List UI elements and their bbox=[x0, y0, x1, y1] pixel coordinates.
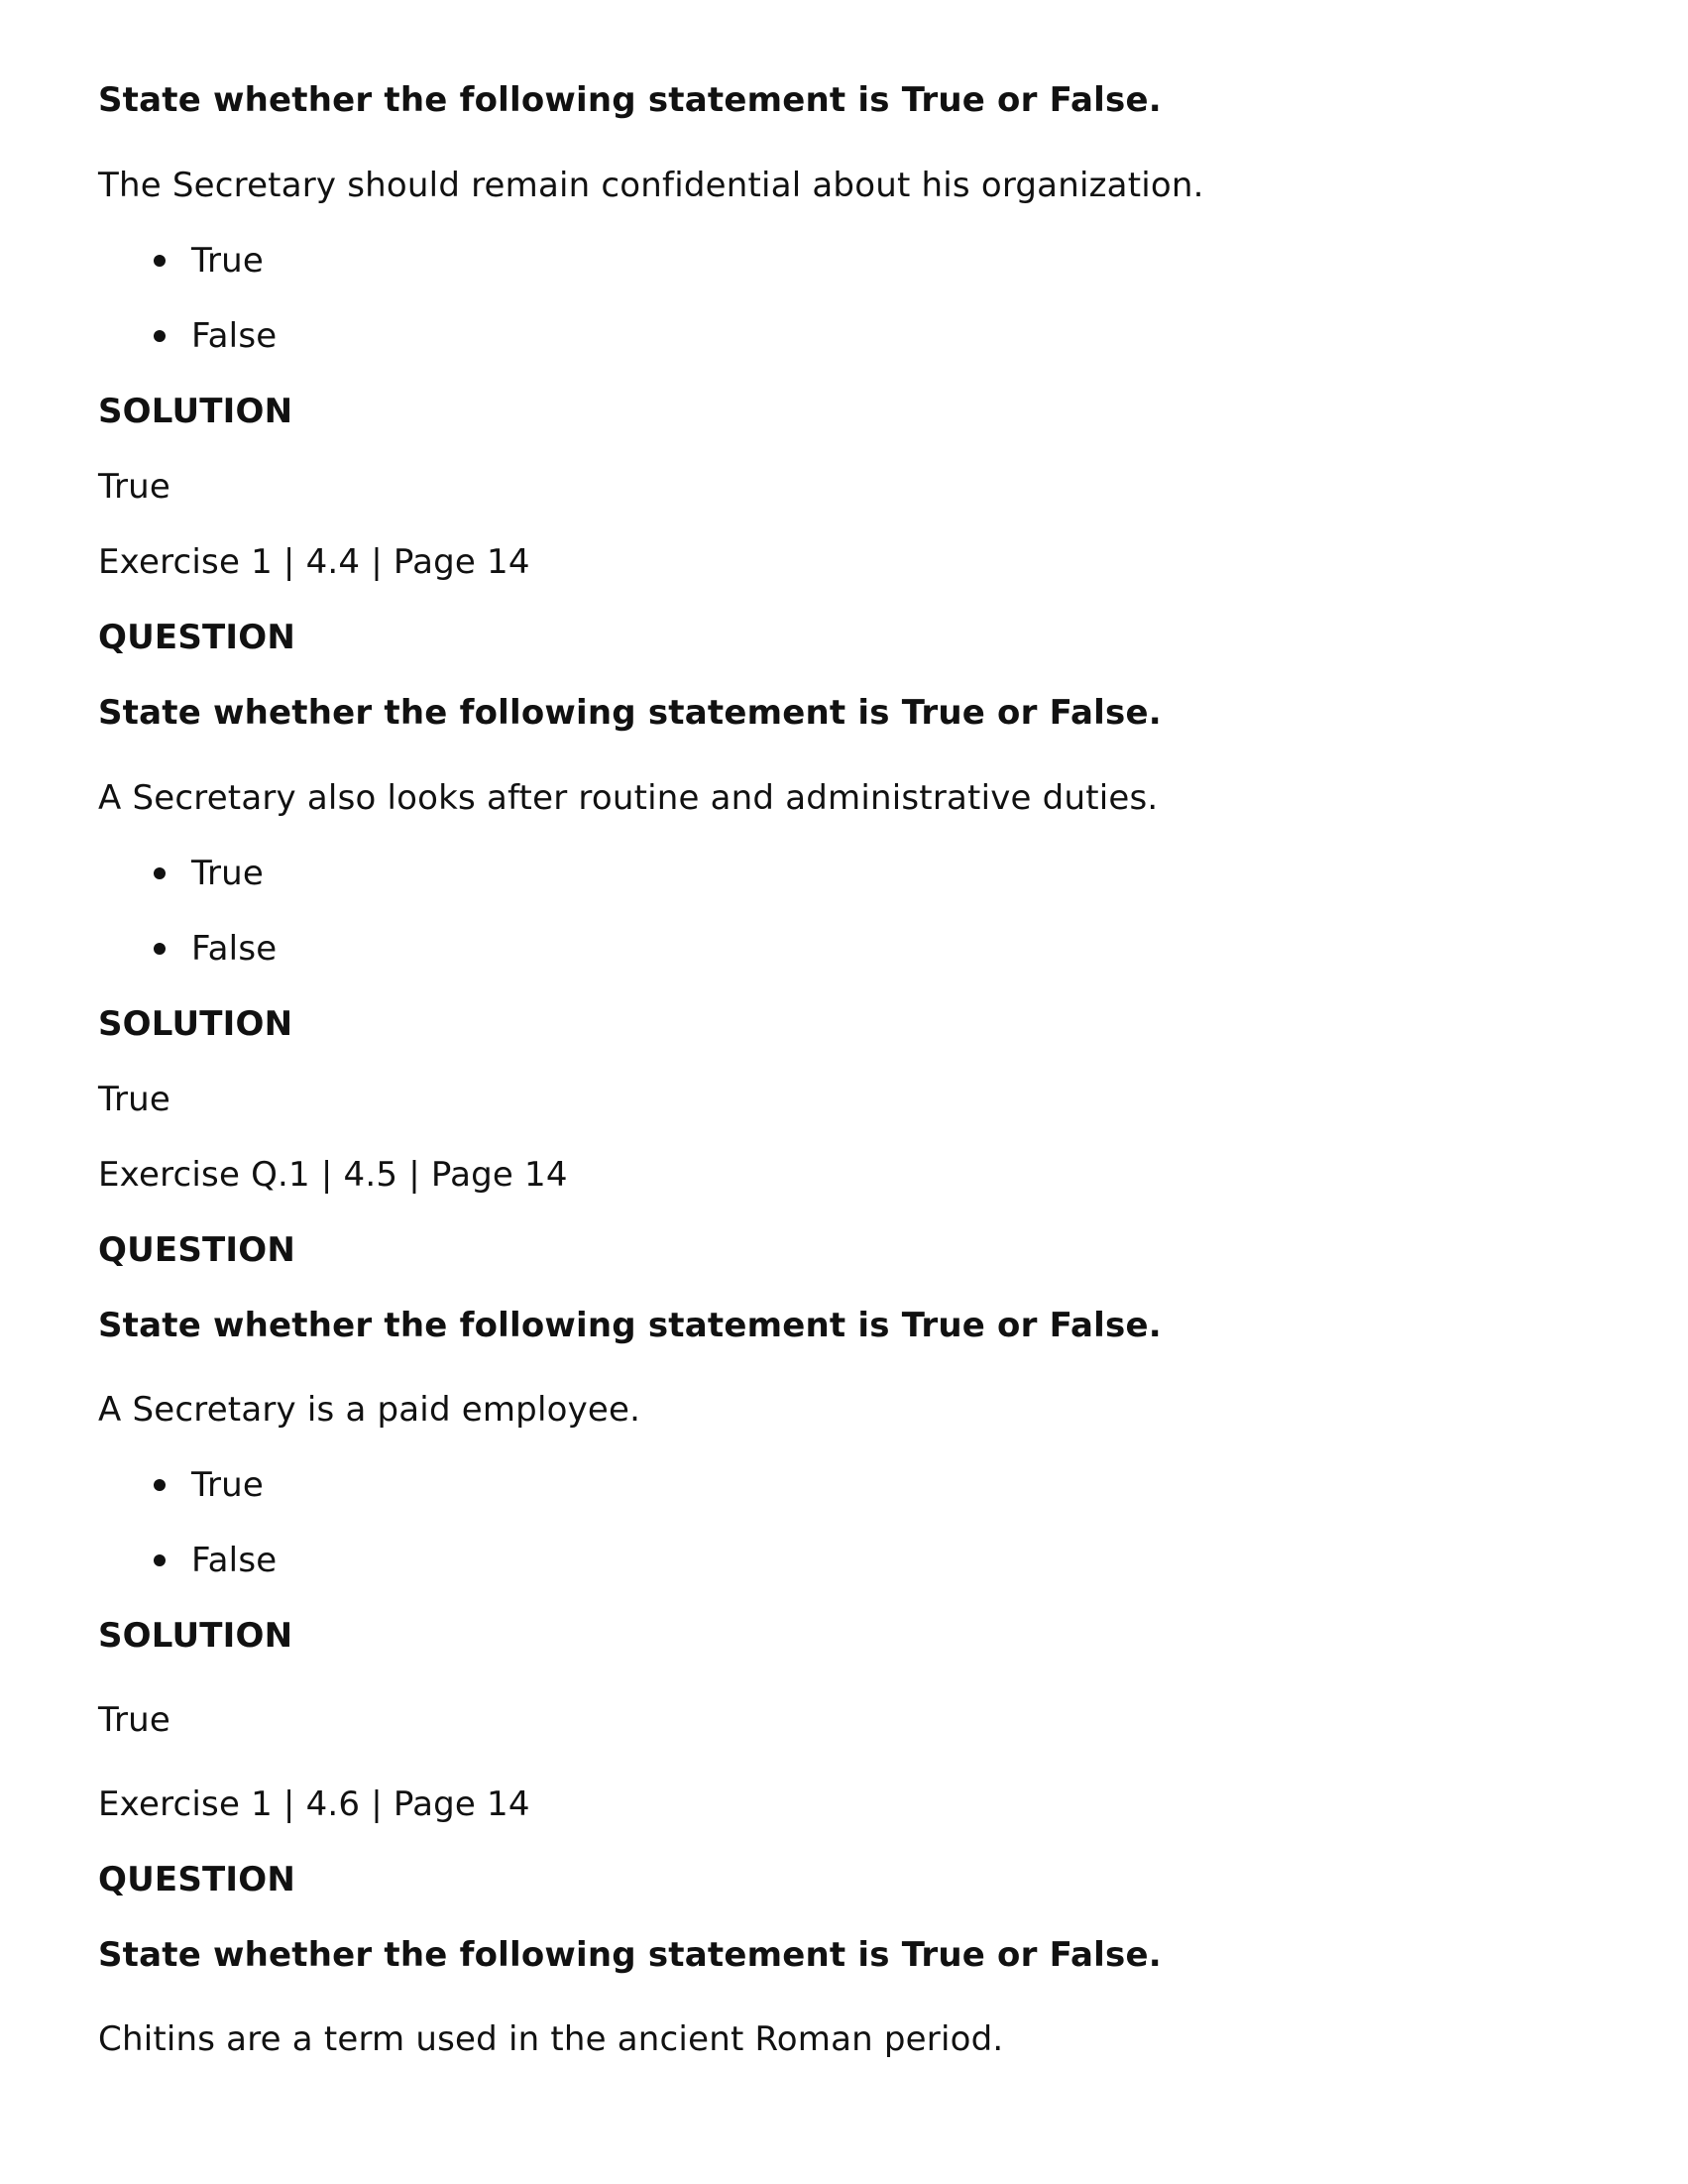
solution-answer: True bbox=[98, 1700, 171, 1740]
bullet-icon bbox=[154, 943, 166, 955]
question-statement: Chitins are a term used in the ancient Roman period. bbox=[98, 2019, 1004, 2059]
exercise-reference: Exercise 1 | 4.4 | Page 14 bbox=[98, 542, 530, 582]
option-item: True bbox=[191, 1465, 265, 1505]
bullet-icon bbox=[154, 1554, 166, 1566]
exercise-reference: Exercise Q.1 | 4.5 | Page 14 bbox=[98, 1155, 568, 1195]
bullet-icon bbox=[154, 255, 166, 267]
question-prompt: State whether the following statement is True or False. bbox=[98, 1306, 1162, 1345]
exercise-reference: Exercise 1 | 4.6 | Page 14 bbox=[98, 1784, 530, 1824]
option-item: False bbox=[191, 316, 278, 356]
option-item: True bbox=[191, 241, 265, 281]
solution-heading: SOLUTION bbox=[98, 1004, 293, 1044]
question-statement: A Secretary is a paid employee. bbox=[98, 1390, 641, 1430]
solution-heading: SOLUTION bbox=[98, 392, 293, 431]
bullet-icon bbox=[154, 867, 166, 879]
bullet-icon bbox=[154, 1479, 166, 1491]
question-statement: The Secretary should remain confidential about his organization. bbox=[98, 166, 1204, 205]
option-item: False bbox=[191, 929, 278, 969]
bullet-icon bbox=[154, 330, 166, 342]
option-item: True bbox=[191, 854, 265, 893]
question-heading: QUESTION bbox=[98, 618, 296, 657]
question-statement: A Secretary also looks after routine and administrative duties. bbox=[98, 778, 1159, 818]
solution-answer: True bbox=[98, 1080, 171, 1119]
solution-answer: True bbox=[98, 467, 171, 507]
question-prompt: State whether the following statement is True or False. bbox=[98, 80, 1162, 120]
solution-heading: SOLUTION bbox=[98, 1616, 293, 1656]
question-prompt: State whether the following statement is True or False. bbox=[98, 693, 1162, 733]
question-heading: QUESTION bbox=[98, 1230, 296, 1270]
question-heading: QUESTION bbox=[98, 1860, 296, 1899]
question-prompt: State whether the following statement is True or False. bbox=[98, 1935, 1162, 1975]
option-item: False bbox=[191, 1541, 278, 1580]
